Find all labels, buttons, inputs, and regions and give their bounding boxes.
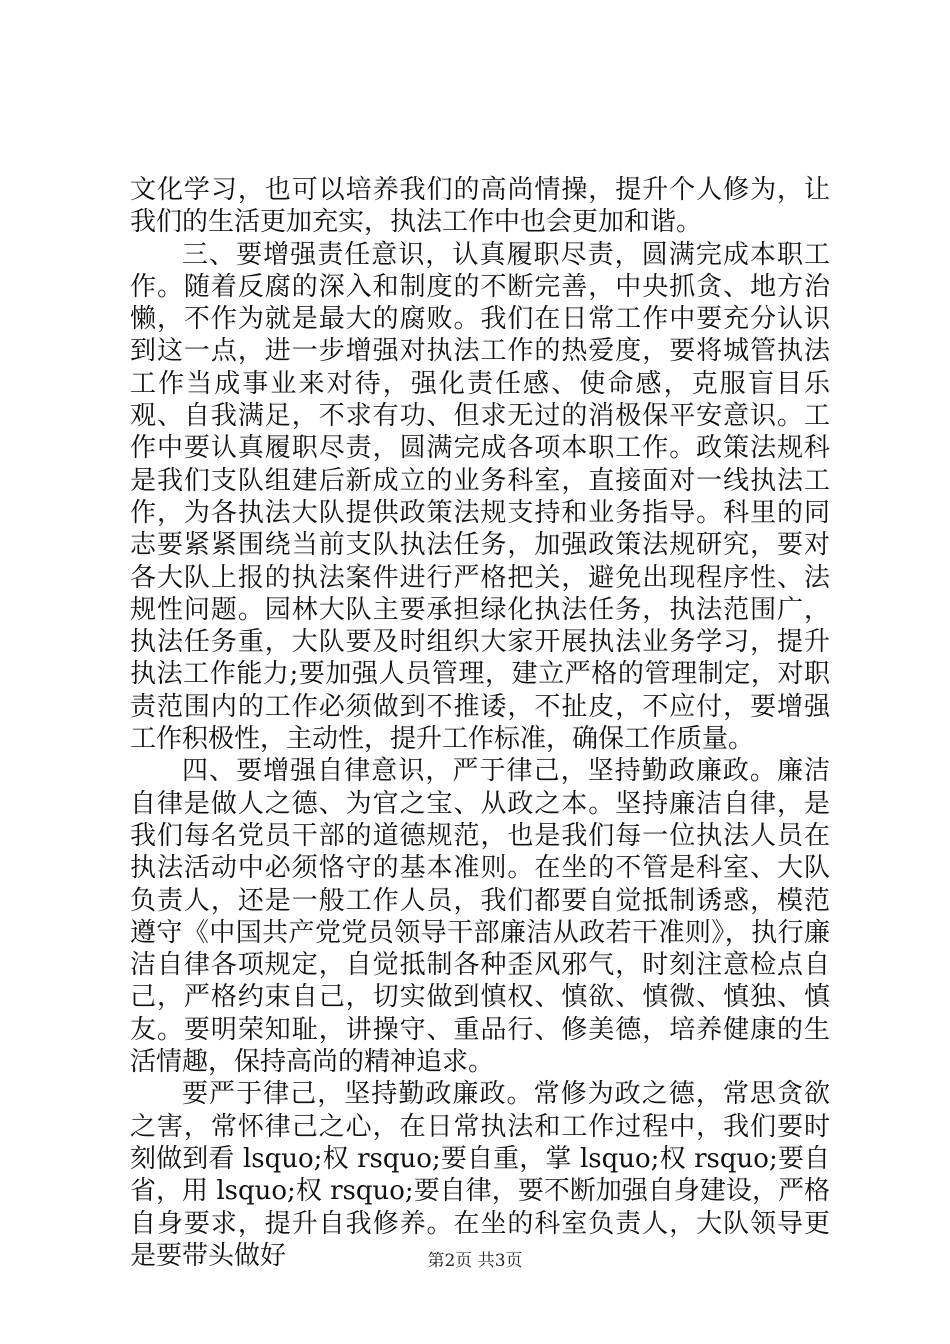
page-footer: 第2页 共3页 [427, 1251, 523, 1271]
paragraph-integrity: 要严于律己，坚持勤政廉政。常修为政之德，常思贪欲之害，常怀律己之心，在日常执法和工作过程中，我们要时刻做到看 lsquo;权 rsquo;要自重，掌 lsquo;权 rsquo;要自省，用 lsquo;权 rsquo;要自律，要不断加强自身建设，严格自身要求，提升自我修养。在坐的科室负责人，大队领导更是要带头做好 [130, 1079, 830, 1271]
paragraph-self-discipline: 四、要增强自律意识，严于律己，坚持勤政廉政。廉洁自律是做人之德、为官之宝、从政之本。坚持廉洁自律，是我们每名党员干部的道德规范，也是我们每一位执法人员在执法活动中必须恪守的基本准则。在坐的不管是科室、大队负责人，还是一般工作人员，我们都要自觉抵制诱惑，模范遵守《中国共产党党员领导干部廉洁从政若干准则》，执行廉洁自律各项规定，自觉抵制各种歪风邪气，时刻注意检点自己，严格约束自己，切实做到慎权、慎欲、慎微、慎独、慎友。要明荣知耻，讲操守、重品行、修美德，培养健康的生活情趣，保持高尚的精神追求。 [130, 756, 830, 1078]
document-body [130, 174, 830, 1272]
paragraph-continued: 文化学习，也可以培养我们的高尚情操，提升个人修为，让我们的生活更加充实，执法工作中也会更加和谐。 [130, 175, 830, 238]
paragraph-responsibility: 三、要增强责任意识，认真履职尽责，圆满完成本职工作。随着反腐的深入和制度的不断完善，中央抓贪、地方治懒，不作为就是最大的腐败。我们在日常工作中要充分认识到这一点，进一步增强对执法工作的热爱度，要将城管执法工作当成事业来对待，强化责任感、使命感，克服盲目乐观、自我满足，不求有功、但求无过的消极保平安意识。工作中要认真履职尽责，圆满完成各项本职工作。政策法规科是我们支队组建后新成立的业务科室，直接面对一线执法工作，为各执法大队提供政策法规支持和业务指导。科里的同志要紧紧围绕当前支队执法任务，加强政策法规研究，要对各大队上报的执法案件进行严格把关，避免出现程序性、法规性问题。园林大队主要承担绿化执法任务，执法范围广，执法任务重，大队要及时组织大家开展执法业务学习，提升执法工作能力;要加强人员管理，建立严格的管理制定，对职责范围内的工作必须做到不推诿，不扯皮，不应付，要增强工作积极性，主动性，提升工作标准，确保工作质量。 [130, 239, 830, 755]
